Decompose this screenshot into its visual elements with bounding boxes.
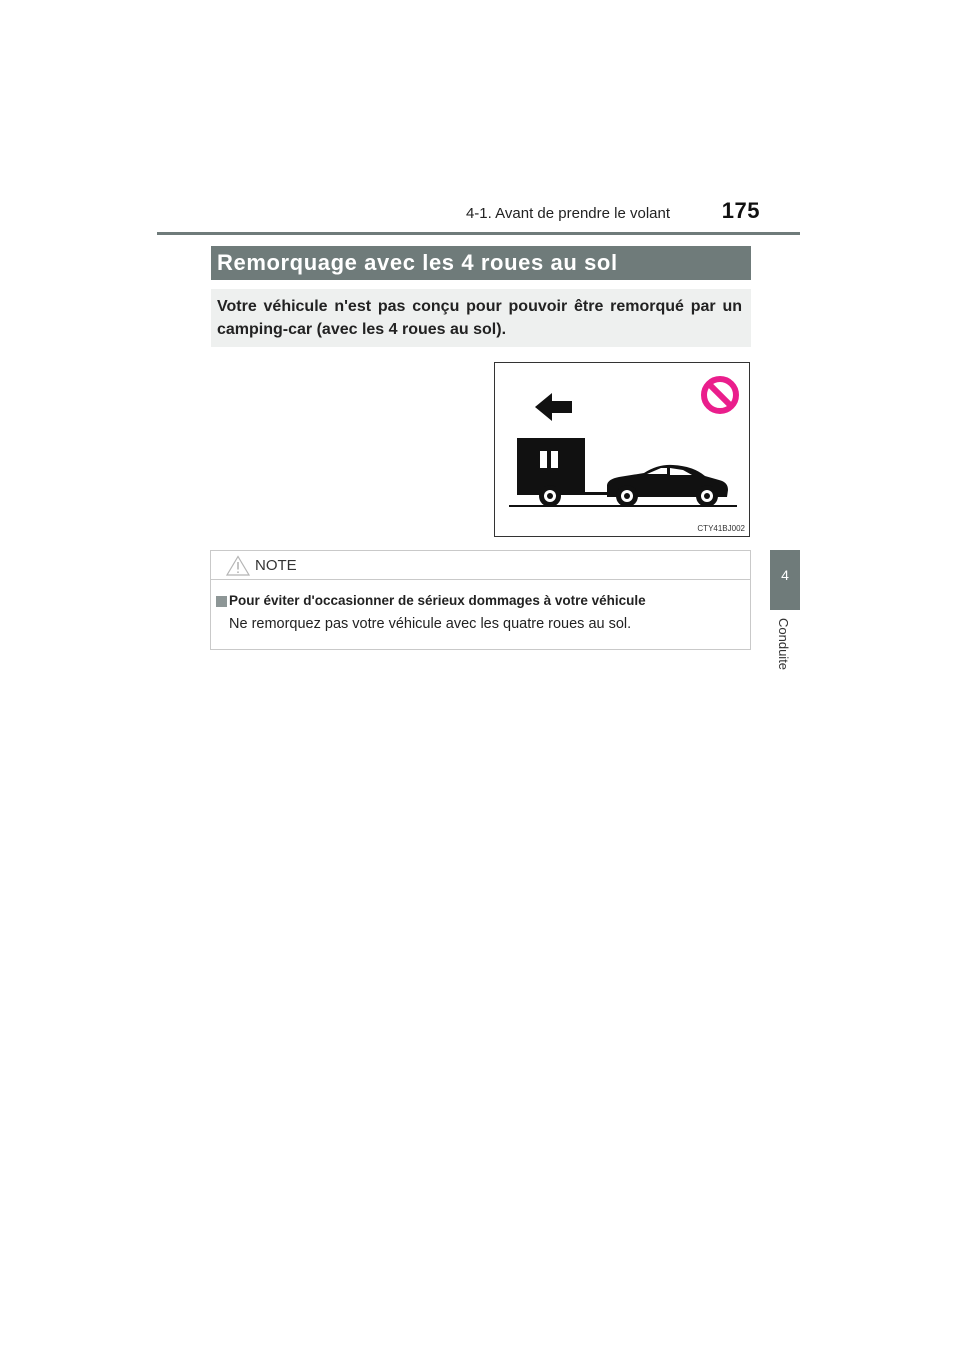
chapter-number: 4 <box>781 567 789 583</box>
chapter-tab <box>770 550 800 610</box>
chapter-label-wrap <box>776 618 794 678</box>
header-rule <box>157 232 800 235</box>
page-number: 175 <box>721 198 760 223</box>
note-title: NOTE <box>255 557 297 574</box>
note-subheading: Pour éviter d'occasionner de sérieux dommages à votre véhicule <box>229 593 646 608</box>
note-body: Ne remorquez pas votre véhicule avec les quatre roues au sol. <box>229 616 632 632</box>
chapter-label: Conduite <box>776 618 791 671</box>
illustration-code: CTY41BJ002 <box>697 524 745 533</box>
ground-line <box>509 505 737 507</box>
note-box <box>210 550 751 650</box>
note-header <box>211 551 750 580</box>
header-section-title: 4-1. Avant de prendre le volant <box>465 205 670 222</box>
section-title: Remorquage avec les 4 roues au sol <box>217 250 618 275</box>
intro-text: Votre véhicule n'est pas conçu pour pouvoir être remorqué par un camping-car (avec les 4 roues au sol). <box>217 298 742 338</box>
trailer-icon <box>517 438 609 507</box>
towing-illustration <box>494 362 750 537</box>
left-arrow-icon <box>535 393 572 421</box>
illustration-svg <box>495 363 749 536</box>
intro-box <box>211 289 751 347</box>
prohibited-icon <box>704 379 736 411</box>
bullet-square-icon <box>216 596 227 607</box>
warning-triangle-icon <box>226 555 250 576</box>
car-icon <box>607 465 728 507</box>
section-title-bar <box>211 246 751 280</box>
